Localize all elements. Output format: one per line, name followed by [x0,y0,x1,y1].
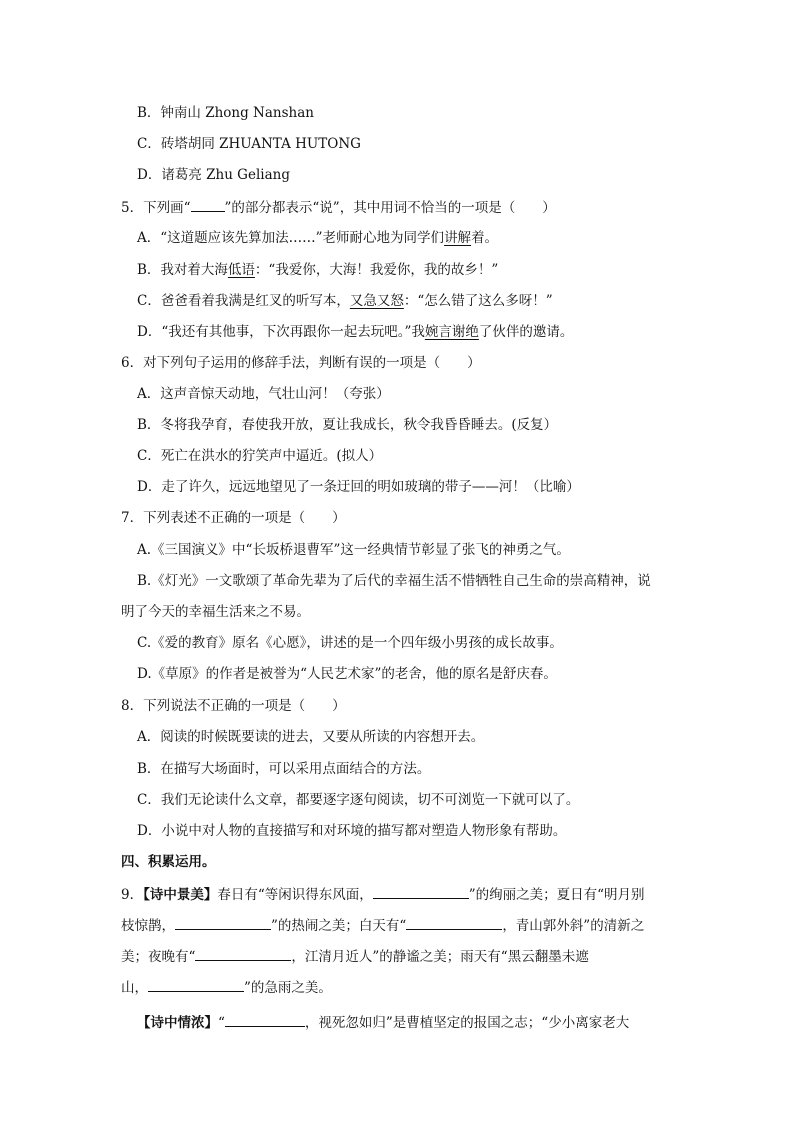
q9-l5-open: “ [218,1015,225,1031]
q5-option-b-tail: ：“我爱你，大海！我爱你，我的故乡！” [254,262,499,278]
q9-blank-3[interactable] [406,915,502,930]
q6-stem: 6．对下列句子运用的修辞手法，判断有误的一项是（ ） [121,355,481,371]
q8-option-b: B．在描写大场面时，可以采用点面结合的方法。 [137,761,431,777]
q9-blank-1[interactable] [373,884,469,899]
q5-underline-sample [191,197,225,212]
q5-option-c-text: C．爸爸看着我满是红叉的听写本， [137,293,350,309]
q8-option-a: A．阅读的时候既要读的进去，又要从所读的内容想开去。 [137,729,485,745]
q9-l3-tail: ，江清月近人”的静谧之美；雨天有“黑云翻墨未遮 [291,949,589,965]
q7-option-b-line2: 明了今天的幸福生活来之不易。 [121,604,310,620]
q6-option-c: C．死亡在洪水的狞笑声中逼近。(拟人） [137,448,383,464]
q6-option-a: A．这声音惊天动地，气壮山河！（夸张） [137,386,390,402]
q9-l3-text: 美；夜晚有“ [121,949,196,965]
q5-option-c-tail: ：“怎么错了这么多呀！” [403,293,553,309]
q5-option-c-underlined: 又急又怒 [349,293,404,309]
q4-option-b: B．钟南山 Zhong Nanshan [137,105,314,121]
q5-option-d-tail: 了伙伴的邀请。 [478,324,574,340]
q9-line-1 [121,884,645,904]
q9-number: 9． [121,887,144,903]
q6-option-b: B．冬将我孕育，春使我开放，夏让我成长，秋令我昏昏睡去。(反复） [137,417,558,433]
q9-l2-mid: ”的热闹之美；白天有“ [271,918,407,934]
q5-option-a-tail: 着。 [471,230,499,246]
section-4-title: 四、积累运用。 [121,854,216,870]
q9-l1-tail: ”的绚丽之美；夏日有“明月别 [468,887,645,903]
q5-option-a-underlined: 讲解 [444,230,472,246]
q5-option-b-underlined: 低语 [227,262,255,278]
q5-option-a [137,229,498,247]
q9-l5-tail: ，视死忽如归”是曹植坚定的报国之志；“少小离家老大 [304,1015,630,1031]
q5-option-d-text: D．“我还有其他事，下次再跟你一起去玩吧。”我 [137,324,425,340]
q9-l2-text: 枝惊鹊， [121,918,175,934]
q5-option-d-underlined: 婉言谢绝 [424,324,479,340]
q9-line-5 [137,1012,629,1032]
q5-option-c [137,292,553,310]
q9-line-4 [121,977,332,997]
q5-option-b-text: B．我对着大海 [137,262,228,278]
q7-option-d: D.《草原》的作者是被誉为“人民艺术家”的老舍，他的原名是舒庆春。 [137,666,557,682]
q9-l2-tail: ，青山郭外斜”的清新之 [502,918,645,934]
q5-option-d [137,323,573,341]
q9-tag-emotion: 【诗中情浓】 [137,1015,218,1031]
q8-option-d: D．小说中对人物的直接描写和对环境的描写都对塑造人物形象有帮助。 [137,823,567,839]
q5-stem-end: ”的部分都表示“说”，其中用词不恰当的一项是（ ） [224,200,556,216]
q4-option-c: C．砖塔胡同 ZHUANTA HUTONG [137,136,361,152]
q7-option-b-line1: B.《灯光》一文歌颂了革命先辈为了后代的幸福生活不惜牺牲自己生命的崇高精神，说 [137,573,651,589]
q7-option-a: A.《三国演义》中“长坂桥退曹军”这一经典情节彰显了张飞的神勇之气。 [137,542,570,558]
q4-option-d: D．诸葛亮 Zhu Geliang [137,167,290,183]
q5-option-a-text: A．“这道题应该先算加法……”老师耐心地为同学们 [137,230,445,246]
q9-line-3 [121,946,589,966]
q8-option-c: C．我们无论读什么文章，都要逐字逐句阅读，切不可浏览一下就可以了。 [137,792,580,808]
q9-l4-tail: ”的急雨之美。 [244,980,332,996]
q7-stem: 7．下列表述不正确的一项是（ ） [121,510,346,526]
q7-option-c: C.《爱的教育》原名《心愿》，讲述的是一个四年级小男孩的成长故事。 [137,635,563,651]
q5-stem [121,197,556,217]
q5-option-b [137,261,498,279]
q9-l4-text: 山， [121,980,148,996]
q9-tag-scenery: 【诗中景美】 [143,887,218,903]
q9-blank-2[interactable] [175,915,271,930]
q5-stem-start: 5．下列画“ [121,200,191,216]
q9-blank-5[interactable] [148,977,244,992]
q9-blank-6[interactable] [225,1012,305,1027]
q9-blank-4[interactable] [195,946,291,961]
q9-l1-text: 春日有“等闲识得东风面， [217,887,373,903]
q9-line-2 [121,915,644,935]
q8-stem: 8．下列说法不正确的一项是（ ） [121,698,346,714]
q6-option-d: D．走了许久，远远地望见了一条迂回的明如玻璃的带子——河！（比喻） [137,479,580,495]
